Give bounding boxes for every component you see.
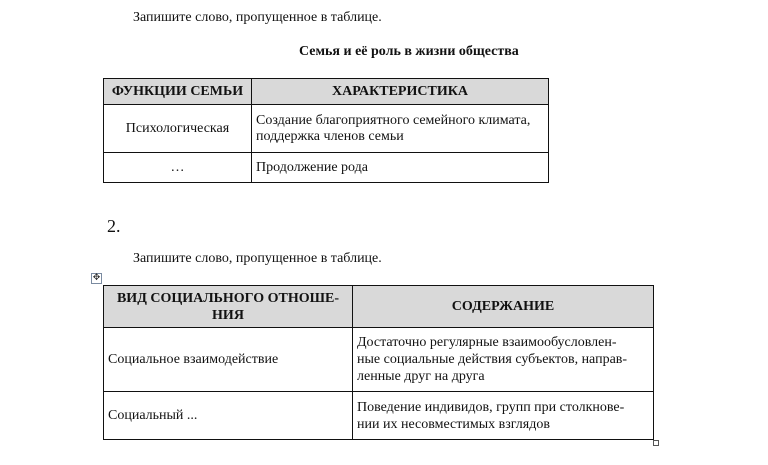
header-functions: ФУНКЦИИ СЕМЬИ	[104, 79, 252, 105]
cell-content	[353, 392, 654, 440]
cell-line: Поведение индивидов, групп при столкнове-	[357, 399, 625, 415]
q2-instruction: Запишите слово, пропущенное в таблице.	[133, 251, 382, 266]
move-cross-icon[interactable]: ✥	[92, 273, 101, 283]
table-row	[104, 392, 654, 440]
header-characteristic: ХАРАКТЕРИСТИКА	[252, 79, 549, 105]
cell-characteristic	[252, 105, 549, 153]
cell-relation-type: Социальное взаимодействие	[104, 328, 353, 392]
q1-instruction: Запишите слово, пропущенное в таблице.	[133, 10, 382, 25]
header-relation-type	[104, 286, 353, 328]
q1-table	[103, 78, 549, 183]
header-line: НИЯ	[212, 307, 244, 323]
cell-line: нии их несовместимых взглядов	[357, 416, 550, 432]
cell-relation-type-blank: Социальный ...	[104, 392, 353, 440]
cell-characteristic: Продолжение рода	[252, 153, 549, 183]
q1-table-title: Семья и её роль в жизни общества	[299, 44, 519, 59]
table-row	[104, 105, 549, 153]
resize-handle-icon[interactable]	[653, 440, 659, 446]
q2-number: 2.	[107, 216, 121, 236]
table-row	[104, 328, 654, 392]
table-header-row	[104, 79, 549, 105]
cell-line: Достаточно регулярные взаимообусловлен-	[357, 335, 617, 350]
table-header-row	[104, 286, 654, 328]
cell-line: Создание благоприятного семейного климата,	[256, 112, 531, 128]
cell-line: ленные друг на друга	[357, 369, 485, 384]
cell-line: ные социальные действия субъектов, направ-	[357, 352, 628, 367]
cell-function: Психологическая	[104, 105, 252, 153]
q2-table	[103, 285, 654, 440]
table-row	[104, 153, 549, 183]
header-line: ВИД СОЦИАЛЬНОГО ОТНОШЕ-	[116, 290, 340, 306]
cell-line: поддержка членов семьи	[256, 128, 404, 144]
cell-function-blank: …	[104, 153, 252, 183]
header-content: СОДЕРЖАНИЕ	[353, 286, 654, 328]
cell-content	[353, 328, 654, 392]
